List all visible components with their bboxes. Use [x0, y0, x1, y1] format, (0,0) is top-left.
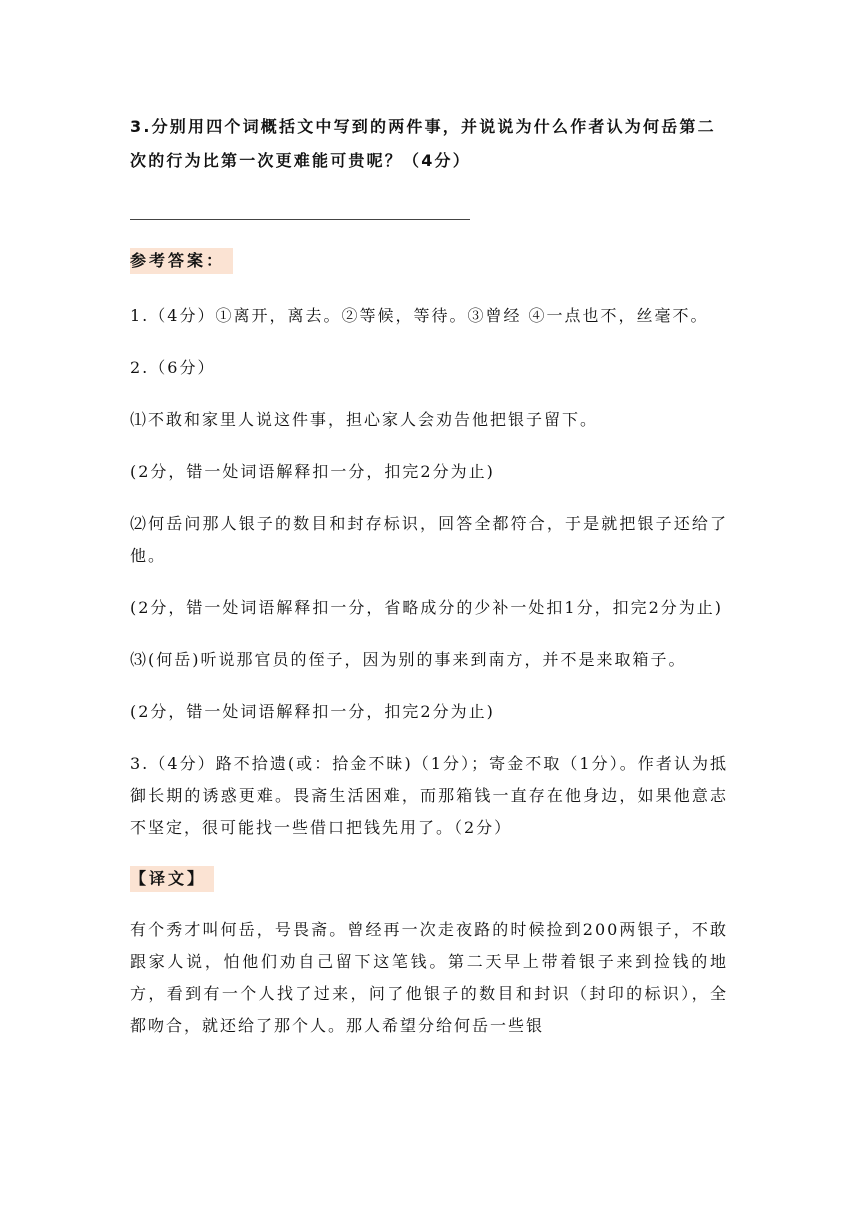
answer-2-1-note: (2分，错一处词语解释扣一分，扣完2分为止): [130, 462, 495, 481]
answer-3: 3.（4分）路不拾遗(或：拾金不昧)（1分）；寄金不取（1分）。作者认为抵御长期的诱惑更难。畏斋生活困难，而那箱钱一直存在他身边，如果他意志不坚定，很可能找一些借口把钱先用了。（2分）: [130, 754, 728, 837]
document-page: [130, 110, 728, 1042]
translation-heading: 【译文】: [130, 866, 214, 892]
question-3: 3.分别用四个词概括文中写到的两件事，并说说为什么作者认为何岳第二次的行为比第一次更难能可贵呢？（4分）: [130, 117, 716, 170]
answer-1: 1.（4分）①离开，离去。②等候，等待。③曾经 ④一点也不，丝毫不。: [130, 306, 709, 325]
answer-2-3-note: (2分，错一处词语解释扣一分，扣完2分为止): [130, 702, 495, 721]
answer-2-1: ⑴不敢和家里人说这件事，担心家人会劝告他把银子留下。: [130, 410, 599, 429]
translation-text: 有个秀才叫何岳，号畏斋。曾经再一次走夜路的时候捡到200两银子，不敢跟家人说，怕他们劝自己留下这笔钱。第二天早上带着银子来到捡钱的地方，看到有一个人找了过来，问了他银子的数目和封识（封印的标识），全都吻合，就还给了那个人。那人希望分给何岳一些银: [130, 920, 728, 1035]
reference-answer-heading: 参考答案：: [130, 248, 233, 274]
answer-2-3: ⑶(何岳)听说那官员的侄子，因为别的事来到南方，并不是来取箱子。: [130, 650, 687, 669]
answer-blank-line: [130, 218, 470, 220]
answer-2-2: ⑵何岳问那人银子的数目和封存标识，回答全都符合，于是就把银子还给了他。: [130, 514, 728, 565]
answer-2-2-note: (2分，错一处词语解释扣一分，省略成分的少补一处扣1分，扣完2分为止): [130, 598, 724, 617]
answer-2-heading: 2.（6分）: [130, 358, 216, 377]
